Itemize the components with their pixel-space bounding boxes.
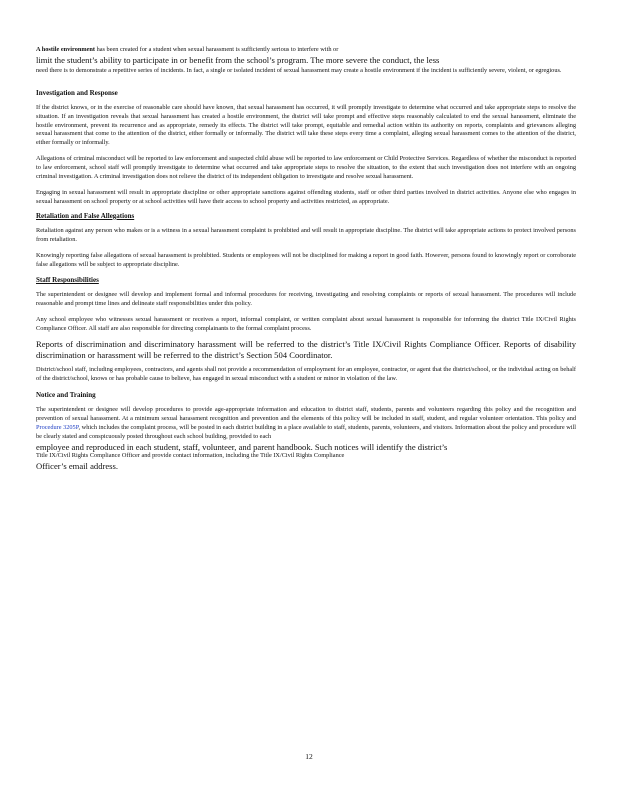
investigation-paragraph-3: Engaging in sexual harassment will result in appropriate discipline or other appropriate sanctions against offending students, staff or other third parties involved in district activities. Anyone else who engages in sexual harassment on school property or at school activities will have their access to school property and activities restricted, as appropriate. bbox=[36, 188, 576, 205]
hostile-environment-paragraph bbox=[36, 46, 576, 76]
investigation-heading: Investigation and Response bbox=[36, 88, 118, 97]
staff-paragraph-2: Any school employee who witnesses sexual harassment or receives a report, informal complaint, or written complaint about sexual harassment is responsible for informing the district Title IX/Civil Rights Compliance Officer. All staff are also responsible for directing complainants to the formal complaint process. bbox=[36, 316, 576, 333]
hostile-environment-line1: has been created for a student when sexual harassment is sufficiently serious to interfere with or bbox=[95, 46, 339, 53]
hostile-environment-small-text: need there is to demonstrate a repetitive series of incidents. In fact, a single or isolated incident of sexual harassment may create a hostile environment if the incident is sufficiently severe, violent, or egregious. bbox=[36, 66, 562, 74]
notice-text-b: , which includes the complaint process, will be posted in each district building in a place available to staff, students, parents, volunteers, and visitors. Information about the policy and procedure will be clearly stated and conspicuously posted throughout each school building, provided to each bbox=[36, 423, 577, 440]
staff-paragraph-1: The superintendent or designee will develop and implement formal and informal procedures for receiving, investigating and resolving complaints or reports of sexual harassment. The procedures will include reasonable and prompt time lines and delineate staff responsibilities under this policy. bbox=[36, 291, 576, 308]
hostile-environment-big-text: limit the student’s ability to participate in or benefit from the school’s program. The more severe the conduct, the less bbox=[36, 54, 440, 65]
notice-text-a: The superintendent or designee will develop procedures to provide age-appropriate information and education to district staff, students, parents and volunteers regarding this policy and the recognition and prevention of sexual harassment. At a minimum sexual harassment recognition and prevention and the elements of this policy will be included in staff, student, and regular volunteer orientation. This policy and bbox=[36, 406, 576, 422]
staff-heading: Staff Responsibilities bbox=[36, 276, 99, 285]
investigation-paragraph-1: If the district knows, or in the exercise of reasonable care should have known, that sexual harassment has occurred, it will promptly investigate to determine what occurred and take appropriate steps to resolve the situation. If an investigation reveals that sexual harassment has created a hostile environment, the district will take prompt and effective steps reasonably calculated to end the sexual harassment, eliminate the hostile environment, prevent its recurrence and as appropriate, remedy its effects. The district will take prompt, equitable and remedial action within its authority on reports, complaints and grievances alleging sexual harassment that come to the attention of the district, either formally or informally. The district will take these steps every time a complaint, alleging sexual harassment comes to the attention of the district, either formally or informally. bbox=[36, 103, 576, 147]
investigation-paragraph-2: Allegations of criminal misconduct will be reported to law enforcement and suspected child abuse will be reported to law enforcement or Child Protective Services. Regardless of whether the misconduct is reported to law enforcement, school staff will promptly investigate to determine what occurred and take appropriate steps to resolve the situation, to the extent that such investigation does not interfere with an ongoing criminal investigation. A criminal investigation does not relieve the district of its independent obligation to investigate and resolve sexual harassment. bbox=[36, 155, 576, 181]
notice-big-text: employee and reproduced in each student, staff, volunteer, and parent handbook. Such notices will identify the district’s bbox=[36, 441, 448, 452]
notice-text-c: Title IX/Civil Rights Compliance Officer and provide contact information, including the Title IX/Civil Rights Compliance bbox=[36, 452, 345, 460]
hostile-environment-lead: A hostile environment bbox=[36, 46, 96, 53]
notice-paragraph bbox=[36, 406, 576, 442]
notice-heading: Notice and Training bbox=[36, 391, 96, 400]
staff-paragraph-3: District/school staff, including employees, contractors, and agents shall not provide a recommendation of employment for an employee, contractor, or agent that the district/school, or the individual acting on behalf of the district/school, knows or has probable cause to believe, has engaged in sexual misconduct with a student or minor in violation of the law. bbox=[36, 366, 576, 383]
page-number: 12 bbox=[305, 752, 313, 761]
retaliation-paragraph-2: Knowingly reporting false allegations of sexual harassment is prohibited. Students or employees will not be disciplined for making a report in good faith. However, persons found to knowingly report or corroborate false allegations will be subject to appropriate discipline. bbox=[36, 251, 576, 268]
staff-referral-big-text: Reports of discrimination and discriminatory harassment will be referred to the district’s Title IX/Civil Rights Compliance Officer. Reports of disability discrimination or harassment will be referred to the district’s Section 504 Coordinator. bbox=[36, 339, 576, 360]
retaliation-paragraph-1: Retaliation against any person who makes or is a witness in a sexual harassment complaint is prohibited and will result in appropriate discipline. The district will take appropriate actions to protect involved persons from retaliation. bbox=[36, 226, 576, 243]
procedure-link[interactable]: Procedure 3205P bbox=[36, 423, 79, 431]
retaliation-heading: Retaliation and False Allegations bbox=[36, 211, 135, 220]
notice-big-tail: Officer’s email address. bbox=[36, 461, 119, 472]
